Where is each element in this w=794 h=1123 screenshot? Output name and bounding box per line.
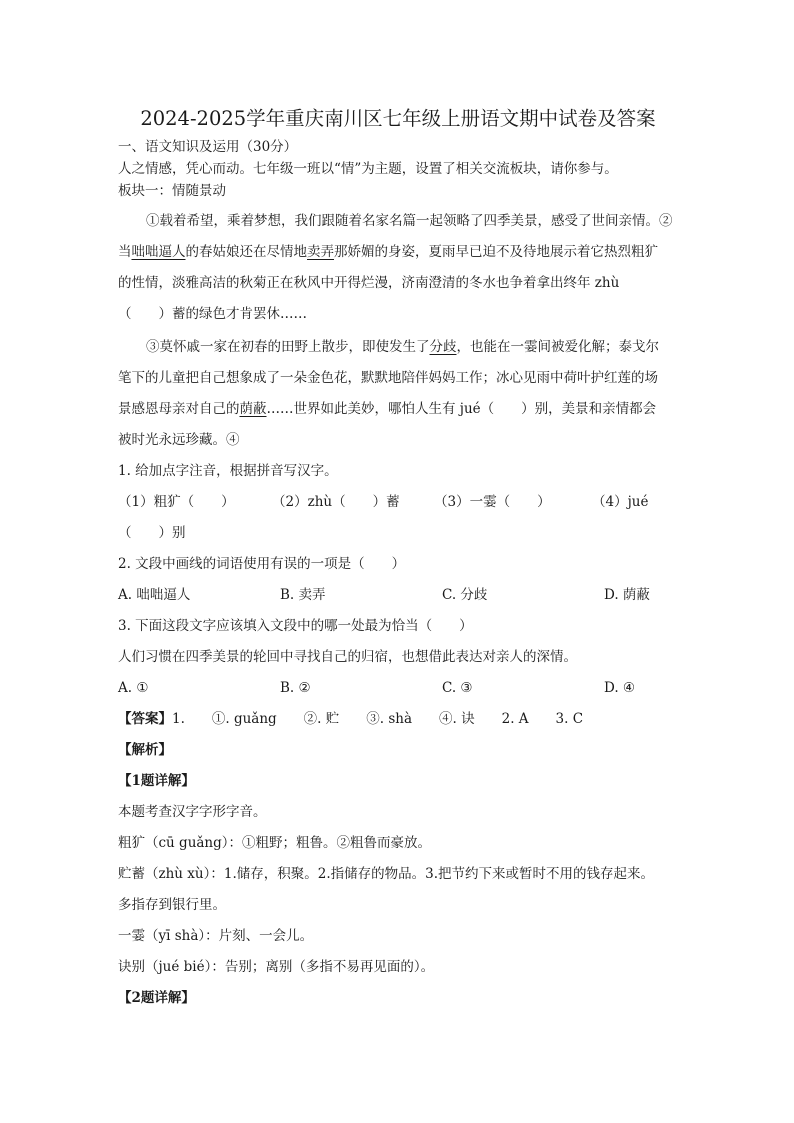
option-c: C. ③ — [442, 680, 473, 696]
options-row — [118, 673, 678, 704]
passage-line: 笔下的儿童把自己想象成了一朵金色花，默默地陪伴妈妈工作；冰心见雨中荷叶护红莲的场 — [118, 370, 658, 386]
option-b: B. ② — [280, 680, 311, 696]
underlined-word: 荫蔽 — [239, 401, 267, 417]
answer-label: 【答案】 — [118, 711, 172, 727]
options-row — [118, 580, 678, 611]
passage-line: ③莫怀戚一家在初春的田野上散步，即使发生了分歧，也能在一霎间被爱化解；泰戈尔 — [146, 339, 659, 355]
underlined-word: 咄咄逼人 — [131, 244, 186, 260]
block-heading: 板块一：情随景动 — [118, 183, 226, 199]
passage-line: （ ）蓄的绿色才肯罢休…… — [118, 306, 307, 322]
answer-line — [118, 704, 678, 735]
question-stem: 3. 下面这段文字应该填入文段中的哪一处最为恰当（ ） — [118, 618, 473, 634]
detail-text: 粗犷（cū guǎng）：①粗野；粗鲁。②粗鲁而豪放。 — [118, 835, 432, 851]
option-b: B. 卖弄 — [280, 587, 326, 603]
passage-line: 当咄咄逼人的春姑娘还在尽情地卖弄那娇媚的身姿，夏雨早已迫不及待地展示着它热烈粗犷 — [118, 244, 658, 260]
detail-text: 一霎（yī shà）：片刻、一会儿。 — [118, 928, 314, 944]
analysis-heading: 【解析】 — [118, 742, 172, 758]
q1-item: （1）粗犷（ ） — [118, 494, 235, 510]
section-heading: 一、语文知识及运用（30分） — [118, 139, 298, 155]
detail-heading: 【2题详解】 — [118, 990, 195, 1006]
option-c: C. 分歧 — [442, 587, 488, 603]
detail-text: 多指存到银行里。 — [118, 897, 226, 913]
question-sentence: 人们习惯在四季美景的轮回中寻找自己的归宿，也想借此表达对亲人的深情。 — [118, 649, 577, 665]
detail-text: 贮蓄（zhù xù）：1.储存，积聚。2.指储存的物品。3.把节约下来或暂时不用的钱存起来。 — [118, 866, 654, 882]
option-d: D. ④ — [604, 680, 636, 696]
q1-item: （2）zhù（ ）蓄 — [272, 494, 400, 510]
intro-text: 人之情感，凭心而动。七年级一班以“情”为主题，设置了相关交流板块，请你参与。 — [118, 161, 618, 177]
page-title: 2024-2025学年重庆南川区七年级上册语文期中试卷及答案 — [140, 107, 656, 130]
passage-line: 景感恩母亲对自己的荫蔽……世界如此美妙，哪怕人生有 jué（ ）别，美景和亲情都会 — [118, 401, 657, 417]
answer-text: 1. ①. guǎng ②. 贮 ③. shà ④. 诀 2. A 3. C — [172, 711, 584, 727]
q1-tail: （ ）别 — [118, 525, 186, 541]
passage-line: 被时光永远珍藏。④ — [118, 432, 240, 448]
detail-text: 本题考查汉字字形字音。 — [118, 804, 267, 820]
question-stem: 1. 给加点字注音，根据拼音写汉字。 — [118, 463, 338, 479]
question-stem: 2. 文段中画线的词语使用有误的一项是（ ） — [118, 556, 406, 572]
passage-line: ①载着希望，乘着梦想，我们跟随着名家名篇一起领略了四季美景，感受了世间亲情。② — [146, 213, 673, 229]
q1-item: （3）一霎（ ） — [434, 494, 551, 510]
document-page — [118, 104, 678, 1014]
passage-line: 的性情，淡雅高洁的秋菊正在秋风中开得烂漫，济南澄清的冬水也争着拿出终年 zhù — [118, 275, 620, 291]
option-a: A. ① — [118, 680, 149, 696]
question-items — [118, 487, 678, 518]
underlined-word: 卖弄 — [307, 244, 334, 260]
option-d: D. 荫蔽 — [604, 587, 650, 603]
underlined-word: 分歧 — [429, 339, 457, 355]
q1-item: （4）jué — [592, 494, 649, 510]
option-a: A. 咄咄逼人 — [118, 587, 191, 603]
detail-text: 诀别（jué bié）：告别；离别（多指不易再见面的）。 — [118, 959, 435, 975]
detail-heading: 【1题详解】 — [118, 773, 195, 789]
